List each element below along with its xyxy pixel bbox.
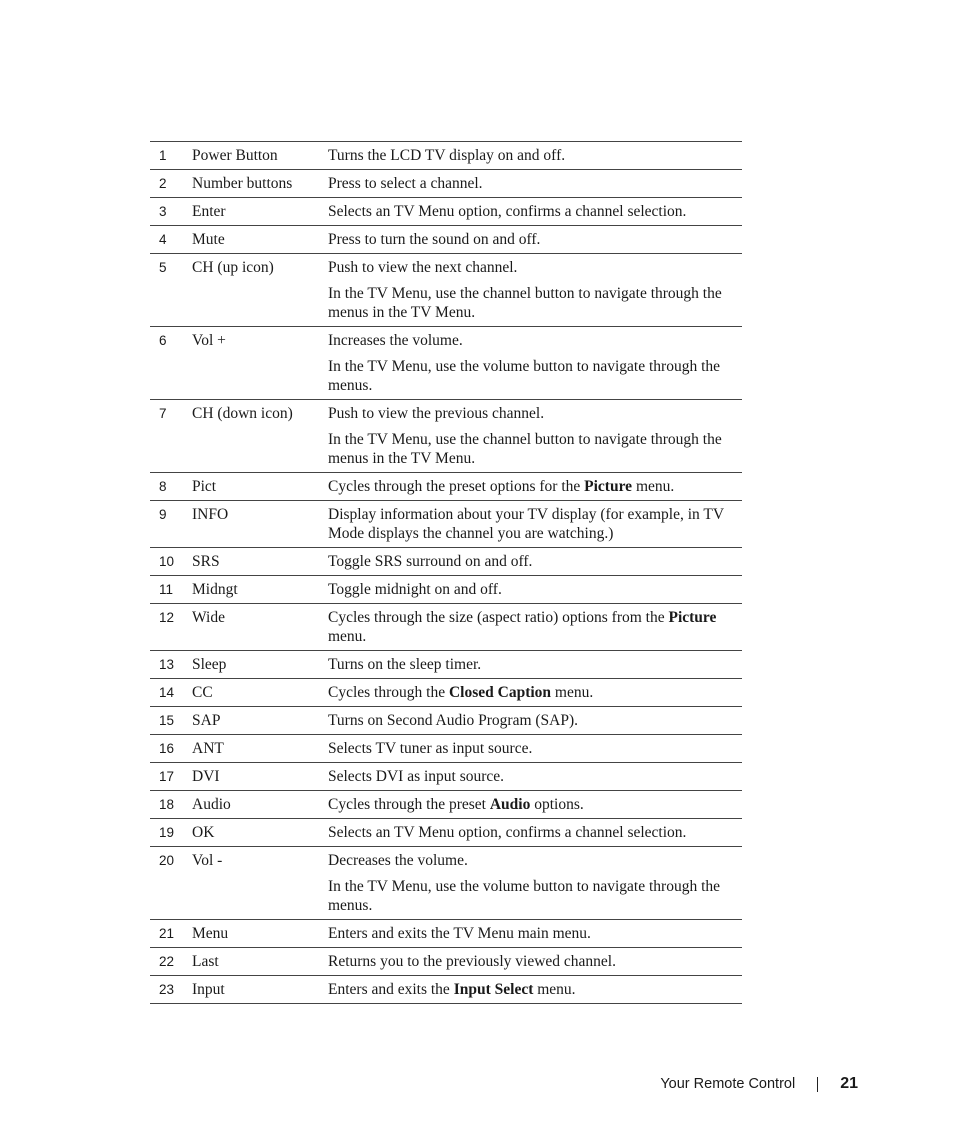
table-row — [150, 651, 742, 679]
button-name: CH (up icon) — [192, 259, 274, 276]
menu-name-bold: Input Select — [453, 981, 534, 998]
table-row — [150, 819, 742, 847]
description-paragraph — [328, 174, 738, 193]
table-row — [150, 791, 742, 819]
page-number: 21 — [840, 1075, 858, 1092]
page-footer — [660, 1075, 858, 1093]
description-text: Push to view the previous channel. — [328, 405, 545, 422]
button-name: Menu — [192, 925, 229, 942]
button-name: SAP — [192, 712, 221, 729]
description-paragraph — [328, 552, 738, 571]
footer-divider — [817, 1077, 818, 1092]
row-number: 23 — [159, 982, 175, 997]
description-paragraph — [328, 258, 738, 277]
description-text: menu. — [632, 478, 675, 495]
description-paragraph — [328, 430, 738, 468]
row-number: 2 — [159, 176, 167, 191]
description-paragraph — [328, 146, 738, 165]
table-row — [150, 142, 742, 170]
button-name: CH (down icon) — [192, 405, 293, 422]
table-row — [150, 920, 742, 948]
description-paragraph — [328, 580, 738, 599]
button-name: INFO — [192, 506, 229, 523]
button-name: Sleep — [192, 656, 227, 673]
description-paragraph — [328, 284, 738, 322]
row-number: 12 — [159, 610, 175, 625]
row-number: 3 — [159, 204, 167, 219]
description-text: Selects an TV Menu option, confirms a channel selection. — [328, 824, 687, 841]
description-text: Selects TV tuner as input source. — [328, 740, 533, 757]
table-row — [150, 948, 742, 976]
description-paragraph — [328, 739, 738, 758]
table-row — [150, 473, 742, 501]
description-paragraph — [328, 608, 738, 646]
button-reference-table — [150, 141, 742, 1004]
table-row — [150, 763, 742, 791]
button-description — [328, 976, 742, 1004]
table-row — [150, 170, 742, 198]
button-description — [328, 576, 742, 604]
description-text: Increases the volume. — [328, 332, 463, 349]
button-name: Input — [192, 981, 225, 998]
button-name: Number buttons — [192, 175, 293, 192]
description-text: Decreases the volume. — [328, 852, 468, 869]
description-paragraph — [328, 655, 738, 674]
row-number: 15 — [159, 713, 175, 728]
description-text: Toggle SRS surround on and off. — [328, 553, 533, 570]
description-text: Press to turn the sound on and off. — [328, 231, 541, 248]
row-number: 19 — [159, 825, 175, 840]
button-name: SRS — [192, 553, 220, 570]
button-description — [328, 847, 742, 920]
button-description — [328, 920, 742, 948]
table-row — [150, 226, 742, 254]
menu-name-bold: Audio — [489, 796, 531, 813]
table-row — [150, 679, 742, 707]
description-paragraph — [328, 331, 738, 350]
button-description — [328, 170, 742, 198]
description-text: Turns on the sleep timer. — [328, 656, 482, 673]
button-name: Enter — [192, 203, 226, 220]
table-row — [150, 198, 742, 226]
row-number: 11 — [159, 582, 174, 597]
row-number: 1 — [159, 148, 167, 163]
description-text: Enters and exits the TV Menu main menu. — [328, 925, 591, 942]
description-text: Cycles through the — [328, 684, 449, 701]
button-name: OK — [192, 824, 215, 841]
description-text: Selects an TV Menu option, confirms a channel selection. — [328, 203, 687, 220]
row-number: 13 — [159, 657, 175, 672]
button-description — [328, 400, 742, 473]
description-text: In the TV Menu, use the volume button to navigate through the menus. — [328, 358, 721, 394]
description-paragraph — [328, 980, 738, 999]
button-description — [328, 819, 742, 847]
description-paragraph — [328, 711, 738, 730]
description-text: menu. — [551, 684, 594, 701]
row-number: 17 — [159, 769, 175, 784]
table-row — [150, 254, 742, 327]
menu-name-bold: Closed Caption — [448, 684, 552, 701]
description-paragraph — [328, 505, 738, 543]
description-text: Toggle midnight on and off. — [328, 581, 502, 598]
button-description — [328, 198, 742, 226]
table-row — [150, 576, 742, 604]
description-text: Cycles through the size (aspect ratio) options from the — [328, 609, 669, 626]
description-paragraph — [328, 477, 738, 496]
table-body — [150, 142, 742, 1004]
description-text: Returns you to the previously viewed channel. — [328, 953, 616, 970]
row-number: 9 — [159, 507, 167, 522]
table-row — [150, 548, 742, 576]
description-text: In the TV Menu, use the volume button to navigate through the menus. — [328, 878, 721, 914]
button-name: ANT — [192, 740, 224, 757]
description-paragraph — [328, 404, 738, 423]
row-number: 8 — [159, 479, 167, 494]
button-description — [328, 473, 742, 501]
button-name: Vol - — [192, 852, 223, 869]
row-number: 14 — [159, 685, 175, 700]
table-row — [150, 735, 742, 763]
description-text: Turns on Second Audio Program (SAP). — [328, 712, 579, 729]
button-description — [328, 763, 742, 791]
description-paragraph — [328, 202, 738, 221]
button-description — [328, 735, 742, 763]
description-text: menu. — [328, 628, 367, 645]
row-number: 21 — [159, 926, 175, 941]
button-description — [328, 501, 742, 548]
description-paragraph — [328, 851, 738, 870]
description-text: Cycles through the preset options for the — [328, 478, 585, 495]
table-row — [150, 976, 742, 1004]
row-number: 7 — [159, 406, 167, 421]
button-name: Pict — [192, 478, 217, 495]
description-paragraph — [328, 924, 738, 943]
description-text: Push to view the next channel. — [328, 259, 518, 276]
description-text: In the TV Menu, use the channel button to navigate through the menus in the TV Menu. — [328, 431, 722, 467]
button-description — [328, 679, 742, 707]
button-description — [328, 948, 742, 976]
button-name: Last — [192, 953, 219, 970]
description-text: Press to select a channel. — [328, 175, 483, 192]
description-text: Selects DVI as input source. — [328, 768, 505, 785]
button-name: Power Button — [192, 147, 278, 164]
row-number: 10 — [159, 554, 175, 569]
button-description — [328, 254, 742, 327]
button-description — [328, 791, 742, 819]
button-name: Vol + — [192, 332, 226, 349]
footer-section-title: Your Remote Control — [660, 1076, 796, 1092]
menu-name-bold: Picture — [584, 478, 633, 495]
description-text: menu. — [533, 981, 576, 998]
button-description — [328, 604, 742, 651]
row-number: 16 — [159, 741, 175, 756]
description-paragraph — [328, 795, 738, 814]
description-text: Enters and exits the — [328, 981, 454, 998]
description-text: Cycles through the preset — [328, 796, 490, 813]
button-description — [328, 226, 742, 254]
button-name: Mute — [192, 231, 225, 248]
description-paragraph — [328, 823, 738, 842]
description-text: Turns the LCD TV display on and off. — [328, 147, 566, 164]
table-row — [150, 400, 742, 473]
button-description — [328, 548, 742, 576]
table-row — [150, 847, 742, 920]
table-row — [150, 604, 742, 651]
row-number: 22 — [159, 954, 175, 969]
menu-name-bold: Picture — [668, 609, 717, 626]
description-text: In the TV Menu, use the channel button to navigate through the menus in the TV Menu. — [328, 285, 722, 321]
button-name: DVI — [192, 768, 220, 785]
row-number: 6 — [159, 333, 167, 348]
table-row — [150, 501, 742, 548]
description-paragraph — [328, 767, 738, 786]
button-description — [328, 327, 742, 400]
button-name: CC — [192, 684, 213, 701]
button-name: Midngt — [192, 581, 238, 598]
button-description — [328, 651, 742, 679]
row-number: 4 — [159, 232, 167, 247]
description-paragraph — [328, 877, 738, 915]
row-number: 18 — [159, 797, 175, 812]
button-description — [328, 142, 742, 170]
table-row — [150, 707, 742, 735]
description-paragraph — [328, 683, 738, 702]
row-number: 5 — [159, 260, 167, 275]
row-number: 20 — [159, 853, 175, 868]
description-text: Display information about your TV display (for example, in TV Mode displays the channel you are watching.) — [328, 506, 724, 542]
description-text: options. — [530, 796, 584, 813]
remote-control-table — [150, 141, 742, 1004]
table-row — [150, 327, 742, 400]
button-description — [328, 707, 742, 735]
description-paragraph — [328, 952, 738, 971]
description-paragraph — [328, 230, 738, 249]
button-name: Wide — [192, 609, 225, 626]
description-paragraph — [328, 357, 738, 395]
button-name: Audio — [192, 796, 231, 813]
